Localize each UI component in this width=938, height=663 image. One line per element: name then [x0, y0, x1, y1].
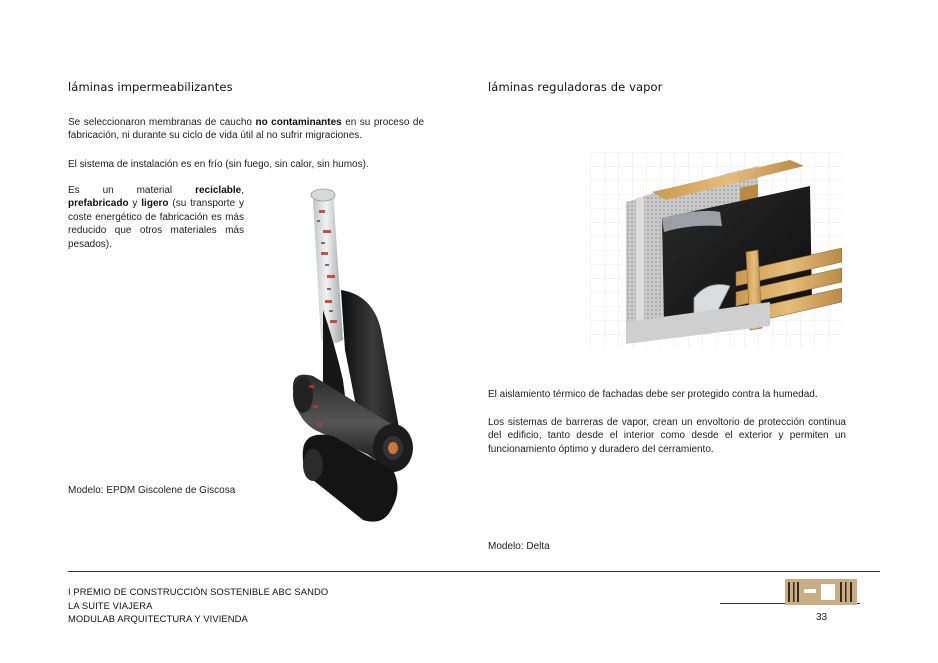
vapor-barrier-image	[590, 152, 842, 348]
text-run: ,	[241, 185, 244, 196]
text-run: Es un material	[68, 185, 196, 196]
text-run: (su transporte y coste energético de fabricación es más reducido que otros materiales más pesados).	[68, 198, 244, 250]
footer-line-project: LA SUITE VIAJERA	[68, 599, 153, 611]
right-paragraph-2: Los sistemas de barreras de vapor, crean un envoltorio de protección continua del edificio, tanto desde el interior como desde el exterior y permiten un funcionamiento óptimo y duradero del cerramiento.	[488, 417, 846, 455]
emphasis-reciclable: reciclable	[195, 185, 242, 196]
modulab-logo	[785, 579, 857, 605]
right-model-caption: Modelo: Delta	[488, 541, 550, 552]
epdm-roll-image	[283, 180, 433, 530]
left-section-title: láminas impermeabilizantes	[68, 80, 233, 94]
footer-divider	[68, 571, 880, 572]
text-run: y	[128, 198, 142, 210]
left-paragraph-3	[68, 184, 244, 251]
page-number: 33	[816, 612, 828, 623]
footer-credits	[68, 585, 328, 626]
emphasis-ligero: ligero	[141, 198, 169, 210]
left-paragraph-1	[68, 116, 424, 143]
footer-line-award: I PREMIO DE CONSTRUCCIÓN SOSTENIBLE ABC SANDO	[68, 586, 329, 597]
left-model-caption: Modelo: EPDM Giscolene de Giscosa	[68, 485, 236, 496]
text-run: Se seleccionaron membranas de caucho	[68, 117, 256, 128]
emphasis-prefabricado: prefabricado	[68, 198, 129, 210]
right-paragraph-1: El aislamiento térmico de fachadas debe ser protegido contra la humedad.	[488, 389, 818, 400]
left-paragraph-2: El sistema de instalación es en frío (sin fuego, sin calor, sin humos).	[68, 159, 369, 170]
footer-line-studio: MODULAB ARQUITECTURA Y VIVIENDA	[68, 613, 248, 625]
right-section-title: láminas reguladoras de vapor	[488, 80, 663, 94]
text-run: en su proceso de fabricación, ni durante su ciclo de vida útil al no sufrir migraciones.	[68, 117, 425, 142]
emphasis-no-contaminantes: no contaminantes	[255, 117, 342, 128]
